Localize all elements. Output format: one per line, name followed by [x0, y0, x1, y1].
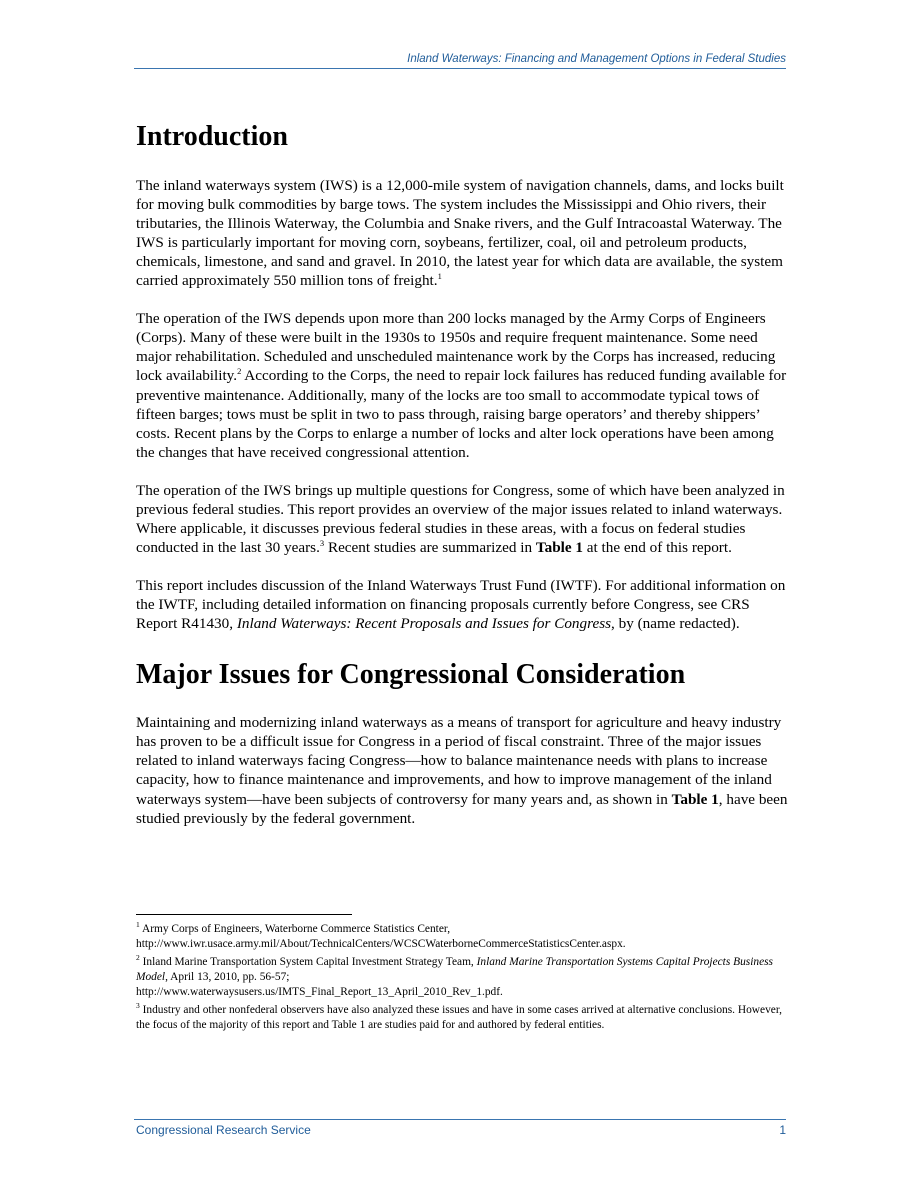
major-issues-paragraph-1: [136, 713, 788, 828]
footnote-ref-3: 3: [319, 538, 325, 549]
intro-p2-part2: According to the Corps, the need to repair lock failures has reduced funding available for preventive maintenance. Additionally, many of the locks are too small to accommodate typical tows of fifteen barges; tows must be split in two to pass through, raising barge operators’ and thereby shippers’ costs. Recent plans by the Corps to enlarge a number of locks and alter lock operations have been among the changes that have received congressional attention.: [136, 367, 787, 461]
footnote-1-url: http://www.iwr.usace.army.mil/About/TechnicalCenters/WCSCWaterborneCommerceStatisticsCenter.aspx.: [136, 938, 626, 950]
footnote-2-url: http://www.waterwaysusers.us/IMTS_Final_Report_13_April_2010_Rev_1.pdf.: [136, 986, 503, 998]
major-p1-part2: , have been studied previously by the federal government.: [136, 790, 788, 827]
footnotes: [136, 922, 788, 1036]
running-header-title: Inland Waterways: Financing and Management Options in Federal Studies: [407, 53, 786, 65]
page-number: 1: [779, 1123, 786, 1137]
footer-rule: [134, 1119, 786, 1120]
footnote-number: 2: [136, 953, 140, 963]
footnote-number: 3: [136, 1001, 140, 1011]
major-p1-part1: Maintaining and modernizing inland waterways as a means of transport for agriculture and heavy industry has proven to be a difficult issue for Congress in a period of fiscal constraint. Three of the major issues related to inland waterways facing Congress—how to balance maintenance needs with plans to increase capacity, how to finance maintenance and improvements, and how to improve management of the inland waterways system—have been subjects of controversy for many years and, as shown in: [136, 714, 782, 808]
footnote-ref-1: 1: [437, 271, 442, 281]
intro-p3-part2: Recent studies are summarized in: [324, 539, 536, 557]
page-body: [136, 120, 788, 828]
footnote-2-part2: , April 13, 2010, pp. 56-57;: [165, 971, 290, 983]
footnote-1-line1: Army Corps of Engineers, Waterborne Commerce Statistics Center,: [141, 923, 451, 935]
intro-paragraph-2: [136, 309, 788, 462]
footnote-2-part1: Inland Marine Transportation System Capital Investment Strategy Team,: [142, 956, 477, 968]
intro-p4-part2: , by (name redacted).: [611, 615, 740, 633]
footnote-2-title: Inland Marine Transportation Systems Capital Projects Business Model: [136, 956, 773, 983]
footnote-ref-2: 2: [237, 366, 242, 377]
footnote-separator: [136, 914, 352, 915]
intro-paragraph-3: [136, 481, 788, 557]
major-issues-heading: Major Issues for Congressional Consideration: [136, 658, 686, 690]
table-1-reference: Table 1: [535, 539, 583, 557]
intro-paragraph-1: [136, 176, 788, 291]
crs-report-title: Inland Waterways: Recent Proposals and Issues for Congress: [236, 615, 612, 633]
footnote-3: [136, 1003, 788, 1033]
table-1-reference: Table 1: [671, 790, 719, 808]
footnote-number: 1: [136, 920, 140, 930]
intro-p1-text: The inland waterways system (IWS) is a 12,000-mile system of navigation channels, dams, and locks built for moving bulk commodities by barge tows. The system includes the Mississippi and Ohio rivers, their tributaries, the Illinois Waterway, the Columbia and Snake rivers, and the Gulf Intracoastal Waterway. The IWS is particularly important for moving corn, soybeans, fertilizer, coal, oil and petroleum products, chemicals, limestone, and sand and gravel. In 2010, the latest year for which data are available, the system carried approximately 550 million tons of freight.: [136, 176, 784, 290]
intro-p2-part1: The operation of the IWS depends upon more than 200 locks managed by the Army Corps of Engineers (Corps). Many of these were built in the 1930s to 1950s and require frequent maintenance. Some need major rehabilitation. Scheduled and unscheduled maintenance work by the Corps has increased, reducing lock availability.: [136, 310, 776, 385]
intro-paragraph-4: [136, 576, 788, 633]
intro-p3-part3: at the end of this report.: [583, 539, 732, 557]
footnote-1: [136, 922, 788, 952]
header-rule: [134, 68, 786, 69]
footnote-2: [136, 955, 788, 1000]
introduction-heading: Introduction: [136, 121, 288, 152]
intro-p3-part1: The operation of the IWS brings up multiple questions for Congress, some of which have been analyzed in previous federal studies. This report provides an overview of the major issues related to inland waterways. Where applicable, it discusses previous federal studies in these areas, with a focus on federal studies conducted in the last 30 years.: [136, 481, 785, 557]
footnote-3-text: Industry and other nonfederal observers have also analyzed these issues and have in some cases arrived at alternative conclusions. However, the focus of the majority of this report and Table 1 are studies paid for and authored by federal entities.: [136, 1004, 783, 1031]
footer-organization: Congressional Research Service: [136, 1123, 311, 1137]
intro-p4-part1: This report includes discussion of the Inland Waterways Trust Fund (IWTF). For additional information on the IWTF, including detailed information on financing proposals currently before Congress, see CRS Report R41430,: [136, 577, 786, 633]
